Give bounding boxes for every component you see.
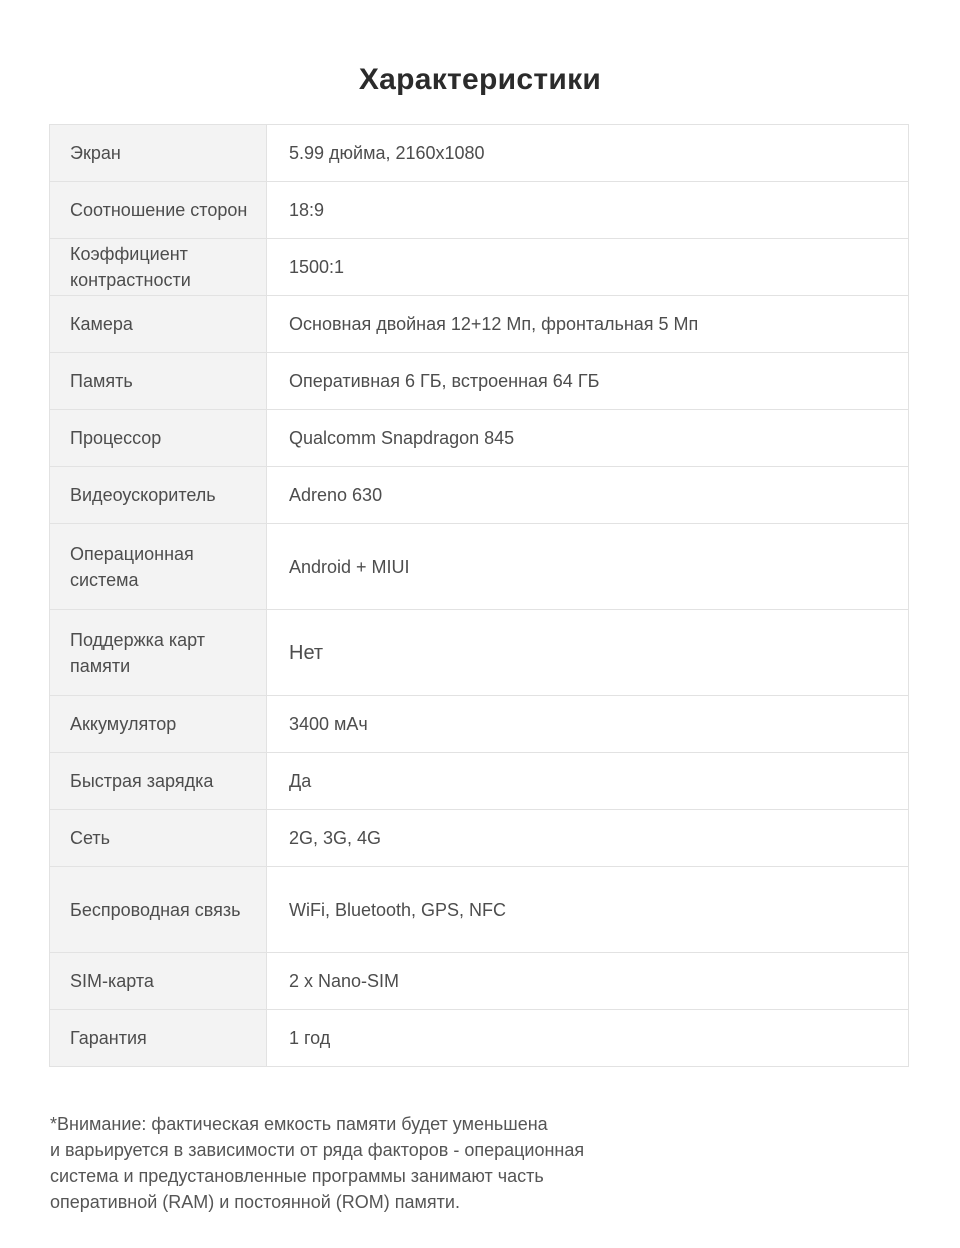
note-line: оперативной (RAM) и постоянной (ROM) памяти.: [50, 1192, 460, 1212]
spec-value: Нет: [267, 610, 909, 696]
spec-row-screen: [50, 125, 909, 182]
spec-row-aspect-ratio: [50, 182, 909, 239]
spec-value: Основная двойная 12+12 Мп, фронтальная 5 Мп: [267, 296, 909, 353]
spec-value: 5.99 дюйма, 2160x1080: [267, 125, 909, 182]
specifications-table: [49, 124, 909, 1067]
spec-label: Гарантия: [50, 1010, 267, 1067]
spec-value: Да: [267, 753, 909, 810]
spec-row-memory-card: [50, 610, 909, 696]
spec-row-network: [50, 810, 909, 867]
spec-row-gpu: [50, 467, 909, 524]
spec-label: Экран: [50, 125, 267, 182]
spec-value: Оперативная 6 ГБ, встроенная 64 ГБ: [267, 353, 909, 410]
spec-value: Android + MIUI: [267, 524, 909, 610]
spec-label: Соотношение сторон: [50, 182, 267, 239]
spec-label: Сеть: [50, 810, 267, 867]
spec-row-wireless: [50, 867, 909, 953]
spec-row-warranty: [50, 1010, 909, 1067]
spec-label: Видеоускоритель: [50, 467, 267, 524]
spec-row-contrast: [50, 239, 909, 296]
spec-label: Операционная система: [50, 524, 267, 610]
spec-value: 2 x Nano-SIM: [267, 953, 909, 1010]
spec-value: 2G, 3G, 4G: [267, 810, 909, 867]
spec-label: Беспроводная связь: [50, 867, 267, 953]
note-line: система и предустановленные программы занимают часть: [50, 1166, 544, 1186]
spec-value: Qualcomm Snapdragon 845: [267, 410, 909, 467]
spec-value: 3400 мАч: [267, 696, 909, 753]
spec-label: Коэффициент контрастности: [50, 239, 267, 296]
spec-label: Процессор: [50, 410, 267, 467]
spec-row-fast-charging: [50, 753, 909, 810]
spec-label: SIM-карта: [50, 953, 267, 1010]
spec-row-sim: [50, 953, 909, 1010]
spec-value: 1500:1: [267, 239, 909, 296]
spec-label: Поддержка карт памяти: [50, 610, 267, 696]
spec-value: 18:9: [267, 182, 909, 239]
memory-disclaimer-note: [50, 1111, 670, 1215]
spec-label: Память: [50, 353, 267, 410]
spec-value: WiFi, Bluetooth, GPS, NFC: [267, 867, 909, 953]
spec-row-memory: [50, 353, 909, 410]
spec-value: 1 год: [267, 1010, 909, 1067]
spec-value: Adreno 630: [267, 467, 909, 524]
spec-row-os: [50, 524, 909, 610]
note-line: и варьируется в зависимости от ряда факторов - операционная: [50, 1140, 585, 1160]
spec-label: Быстрая зарядка: [50, 753, 267, 810]
spec-label: Камера: [50, 296, 267, 353]
spec-row-camera: [50, 296, 909, 353]
spec-label: Аккумулятор: [50, 696, 267, 753]
page-title: Характеристики: [358, 63, 602, 97]
note-line: *Внимание: фактическая емкость памяти будет уменьшена: [50, 1114, 548, 1134]
spec-row-battery: [50, 696, 909, 753]
spec-row-processor: [50, 410, 909, 467]
